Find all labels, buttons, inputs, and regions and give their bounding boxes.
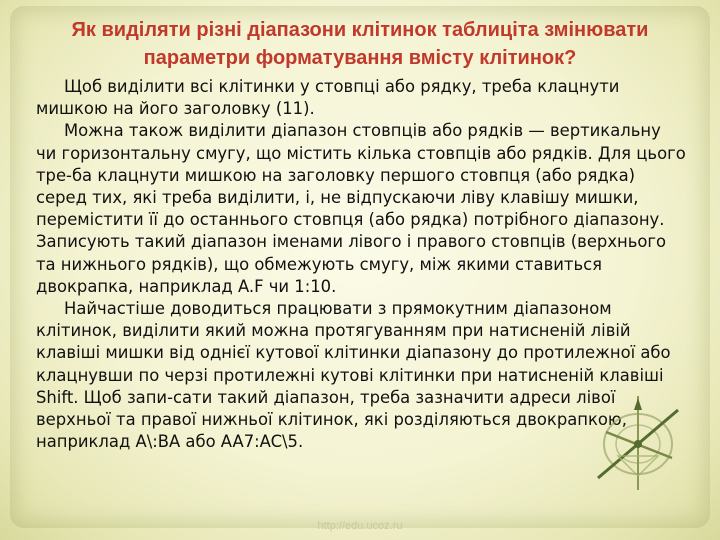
paragraph-3: Найчастіше доводиться працювати з прямокутним діапазоном клітинок, виділити який можна протягуванням при натисненій лівій клавіші мишки від однієї кутової клітинки діапазону до протилежної або клацнувши по черзі протилежні кутові клітинки при натисненій клавіші Shift. Щоб запи-сати такий діапазон, треба зазначити адреси лівої верхньої та правої нижньої клітинок, які розділяються двокрапкою, наприклад A\:BA або AA7:AC\5. <box>36 299 671 452</box>
footer-url: http://edu.ucoz.ru <box>317 520 403 532</box>
slide-title: Як виділяти різні діапазони клітинок таблиціта змінювати параметри форматування вмісту клітинок? <box>71 19 649 69</box>
paragraph-2: Можна також виділити діапазон стовпців або рядків — вертикальну чи горизонтальну смугу, що містить кілька стовпців або рядків. Для цього тре-ба клацнути мишкою на заголовку першого стовпця (або рядка) серед тих, які треба виділити, і, не відпускаючи ліву клавішу мишки, перемістити її до останнього стовпця (або рядка) потрібного діапазону. Записують такий діапазон іменами лівого і правого стовпців (верхнього та нижнього рядків), що обмежують смугу, між якими ставиться двокрапка, наприклад A.F чи 1:10. <box>36 121 686 296</box>
paragraph-1: Щоб виділити всі клітинки у стовпці або рядку, треба клацнути мишкою на його заголовку (11). <box>36 77 620 119</box>
compass-decoration-icon <box>592 392 684 492</box>
slide-body <box>36 76 686 453</box>
